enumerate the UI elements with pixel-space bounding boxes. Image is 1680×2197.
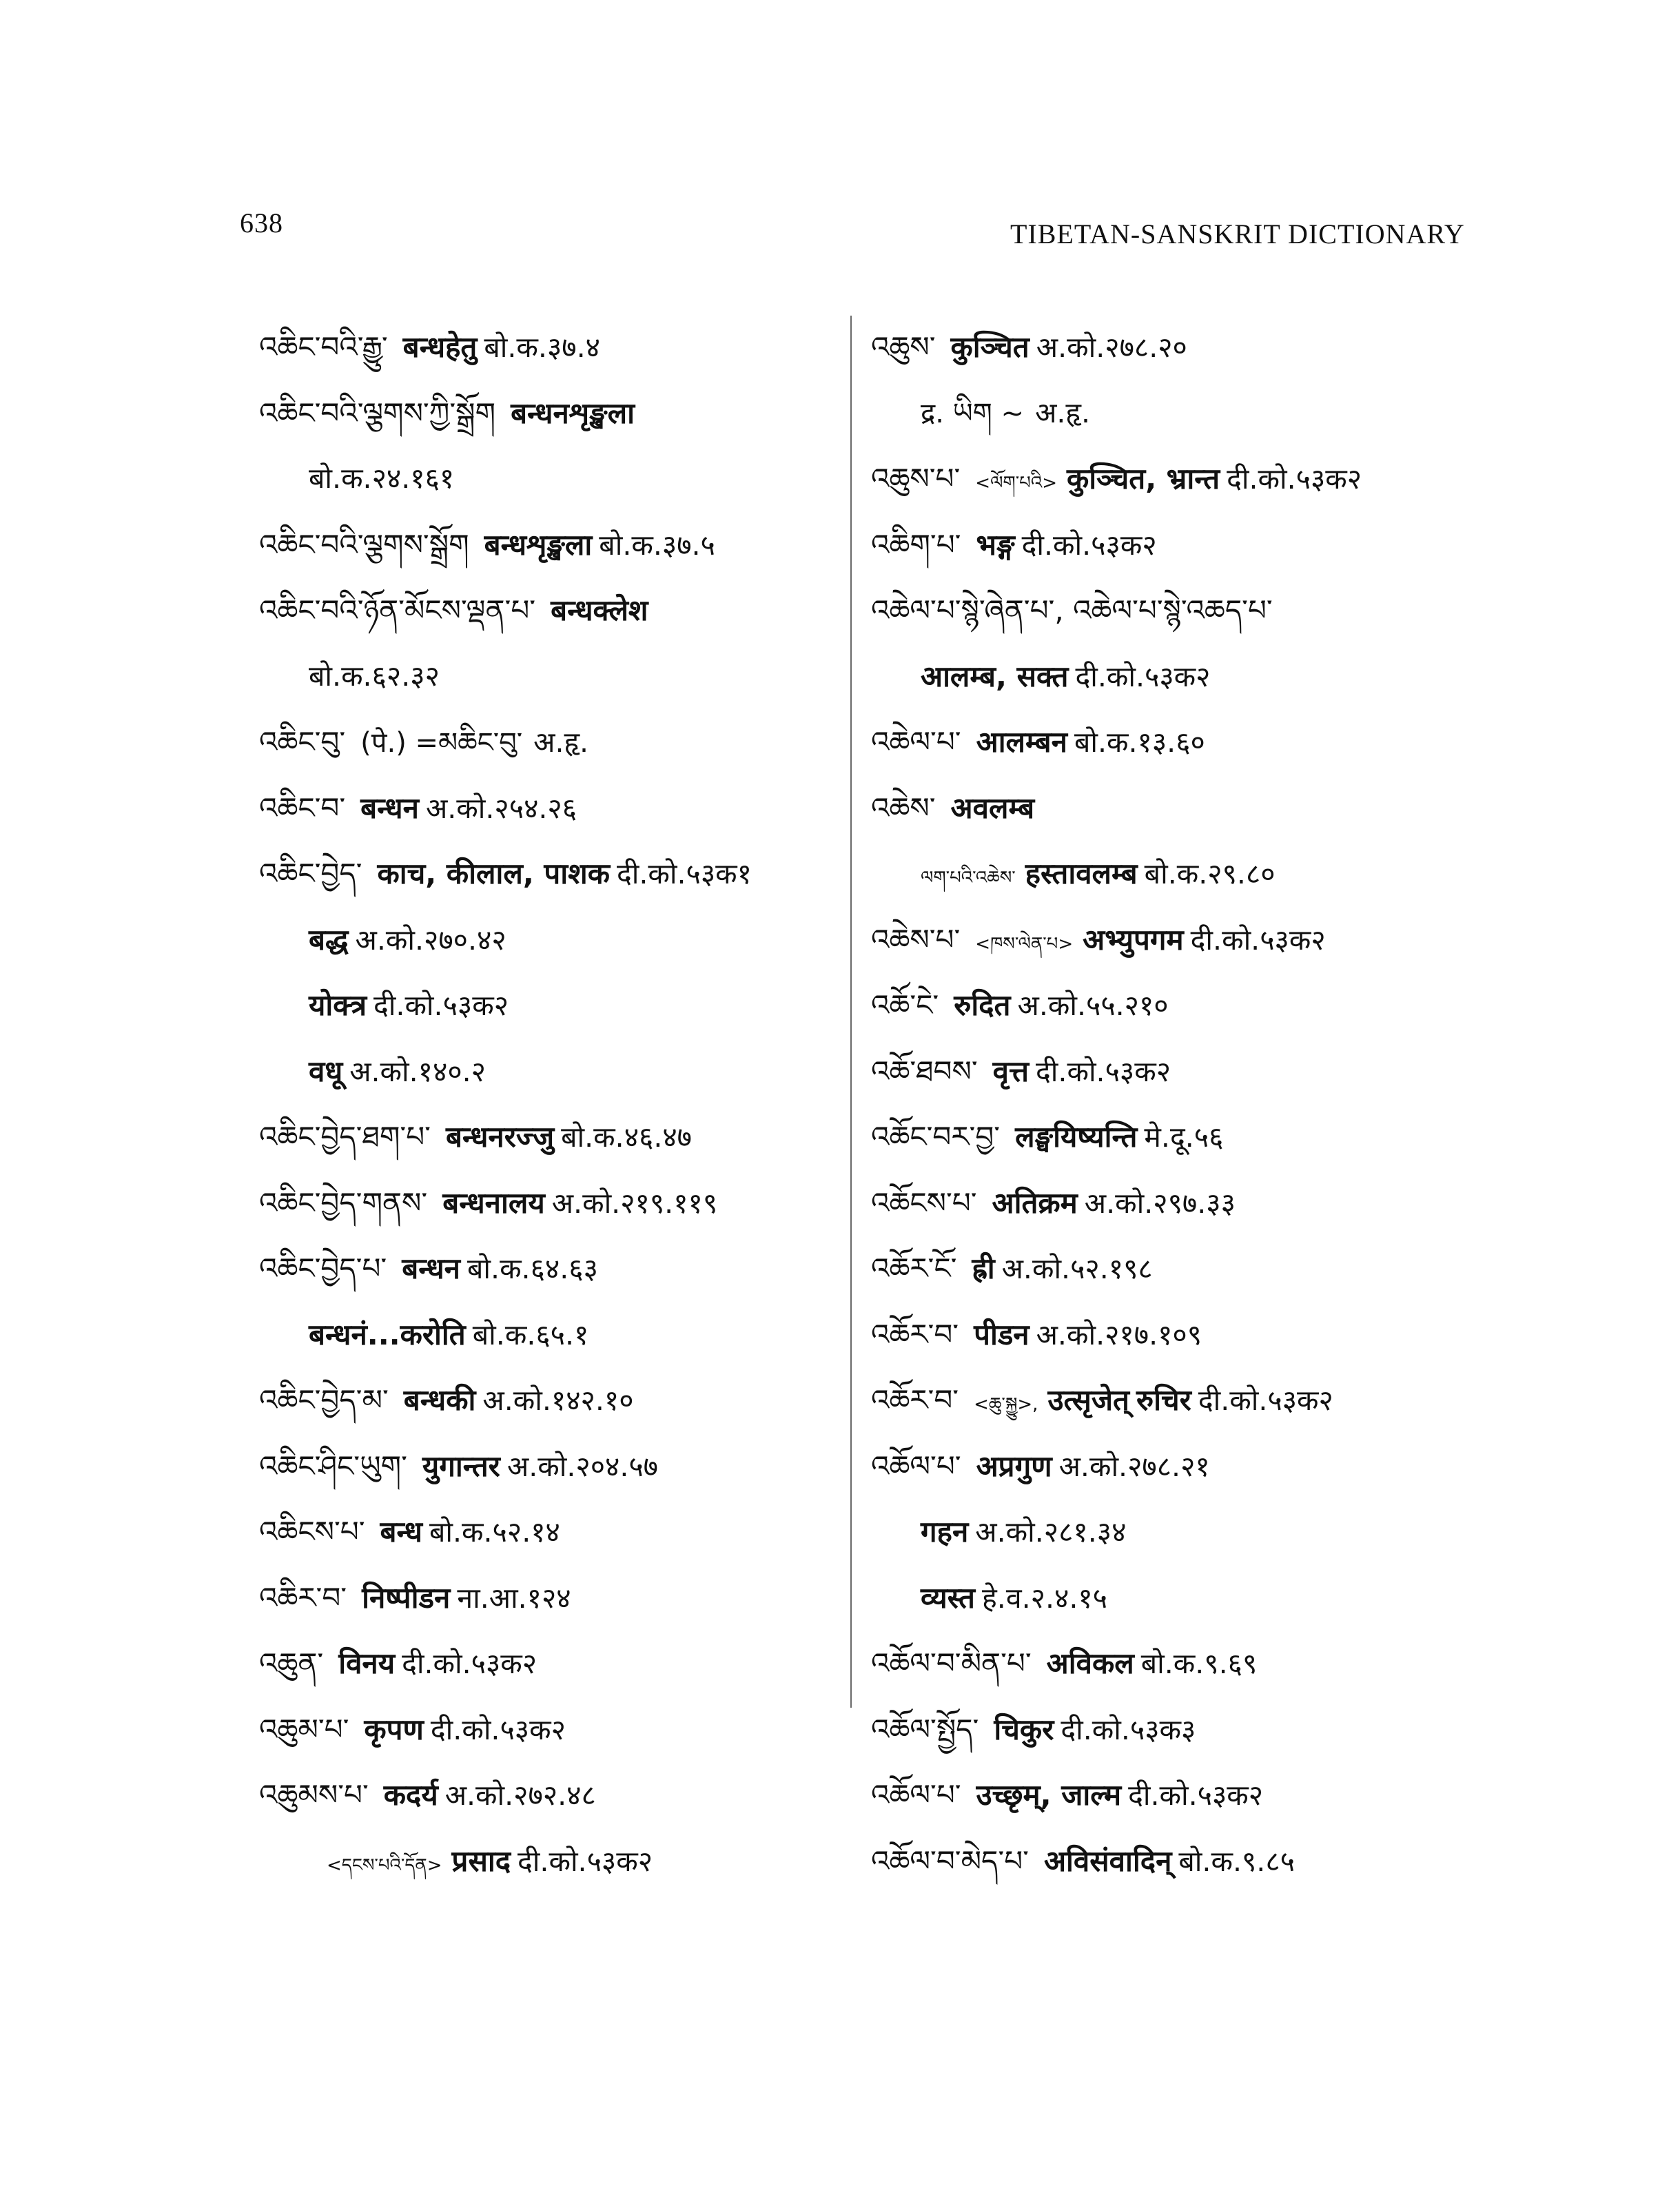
tibetan-headword: འཆོར་བ་ (871, 1383, 959, 1417)
sanskrit-equivalent: वृत्त (992, 1054, 1029, 1088)
sanskrit-equivalent: बन्धशृङ्खला (484, 527, 593, 562)
tibetan-gloss: ལག་པའི་འཆེས་ (921, 868, 1016, 888)
source-reference: दी.को.५३क२ (1075, 660, 1211, 693)
dictionary-entry (259, 1499, 845, 1565)
dictionary-entry (871, 446, 1464, 512)
sanskrit-equivalent: बद्ध (309, 922, 349, 957)
source-reference: अ.को.२८१.३४ (975, 1515, 1127, 1549)
sanskrit-equivalent: गहन (921, 1515, 969, 1549)
source-reference: अ.को.५५.२१० (1017, 989, 1169, 1022)
source-reference: दी.को.५३क१ (616, 857, 752, 890)
sanskrit-equivalent: बन्धक्लेश (551, 593, 648, 627)
dictionary-entry (259, 1631, 845, 1697)
tibetan-headword: འཆུས་པ་ (871, 462, 961, 495)
sanskrit-equivalent: रुचिर (1136, 1383, 1191, 1417)
source-reference: अ.को.२१७.१०९ (1036, 1318, 1202, 1351)
sanskrit-equivalent: बन्धन (402, 1251, 460, 1285)
source-reference: मे.दू.५६ (1144, 1121, 1224, 1154)
tibetan-headword: འཆིང་བའི་ལྕགས་ཀྱི་སྒྲོག (259, 396, 496, 430)
sanskrit-equivalent: हस्तावलम्ब (1025, 857, 1138, 890)
source-reference: बो.क.२४.१६१ (309, 462, 455, 495)
sanskrit-equivalent: आलम्बन (976, 725, 1067, 759)
source-reference: दी.को.५३क२ (1128, 1779, 1264, 1812)
dictionary-entry (259, 1762, 845, 1828)
source-reference: अ.हृ. (533, 726, 589, 759)
sanskrit-equivalent: विनय (338, 1646, 396, 1680)
dictionary-entry (259, 314, 845, 380)
dictionary-entry (259, 1170, 845, 1236)
source-reference: बो.क.६२.३२ (309, 659, 440, 693)
dictionary-entry (259, 1367, 845, 1433)
page-number: 638 (240, 207, 283, 238)
dictionary-entry (871, 1302, 1464, 1368)
dictionary-entry (259, 972, 845, 1039)
sanskrit-equivalent: उच्छृम्, जाल्म (976, 1778, 1122, 1812)
source-reference: अ.को.२५४.२६ (425, 791, 577, 825)
dictionary-entry (259, 775, 845, 841)
tibetan-headword: འཆེས་པ་ (871, 922, 961, 957)
dictionary-entry (259, 841, 845, 907)
tibetan-headword: འཆོལ་བ་མེད་པ་ (871, 1843, 1029, 1878)
sanskrit-equivalent: कदर्य (383, 1778, 438, 1812)
sanskrit-equivalent: युगान्तर (422, 1449, 500, 1483)
dictionary-entry (871, 1170, 1464, 1236)
dictionary-entry (259, 1697, 845, 1763)
source-reference: अ.को.२७०.४२ (355, 923, 506, 957)
column-divider (850, 316, 852, 1708)
tibetan-headword: འཆོངས་པ་ (871, 1185, 977, 1220)
dictionary-entry (259, 1302, 845, 1368)
tibetan-headword: འཆིང་བྱེད་པ་ (259, 1251, 387, 1285)
sanskrit-equivalent: आलम्ब, सक्त (921, 659, 1069, 693)
sanskrit-equivalent: अविसंवादिन् (1043, 1843, 1172, 1878)
sanskrit-equivalent: अविकल (1046, 1646, 1134, 1680)
tibetan-headword: འཆོལ་བ་མིན་པ་ (871, 1646, 1032, 1680)
dictionary-entry (871, 1697, 1464, 1763)
dictionary-entry (871, 578, 1464, 644)
tibetan-headword: འཆིང་བྱེད་མ་ (259, 1383, 389, 1417)
dictionary-entry (871, 1104, 1464, 1170)
source-reference: अ.हृ. (1035, 396, 1091, 429)
tibetan-headword: འཆེལ་པ་ (871, 725, 961, 759)
source-reference: अ.को.१४०.२ (349, 1054, 486, 1088)
sanskrit-equivalent: अप्रगुण (976, 1449, 1052, 1483)
left-column (259, 314, 845, 1894)
tibetan-headword: འཆེས་ (871, 790, 936, 825)
source-reference: दी.को.५३क२ (1227, 462, 1362, 495)
sanskrit-equivalent: अतिक्रम (992, 1185, 1078, 1220)
source-reference: हे.व.२.४.१५ (982, 1581, 1107, 1615)
tibetan-headword: འཆིངས་པ་ (259, 1515, 365, 1549)
sanskrit-equivalent: काच, कीलाल, पाशक (377, 857, 610, 890)
sanskrit-equivalent: लङ्घयिष्यन्ति (1015, 1120, 1138, 1154)
dictionary-entry (871, 644, 1464, 710)
tibetan-headword: འཆོལ་པ་ (871, 1449, 961, 1483)
dictionary-entry (259, 512, 845, 578)
dictionary-entry (259, 907, 845, 973)
source-reference: बो.क.४६.४७ (561, 1121, 693, 1154)
sanskrit-equivalent: बन्धहेतु (402, 330, 478, 364)
running-head: TIBETAN-SANSKRIT DICTIONARY (1010, 218, 1465, 249)
dictionary-entry (259, 446, 845, 512)
tibetan-gloss: <ཆུ་སྐྱུ>, (974, 1394, 1038, 1415)
sanskrit-equivalent: योक्त्र (309, 988, 367, 1022)
dictionary-entry (259, 1104, 845, 1170)
tibetan-headword: འཆོལ་པ་ (871, 1778, 961, 1812)
dictionary-entry (871, 1565, 1464, 1631)
tibetan-headword: འཆིང་བུ་ (259, 725, 346, 759)
source-reference: ना.आ.१२४ (457, 1581, 571, 1615)
source-reference: दी.को.५३क२ (1198, 1384, 1333, 1417)
source-reference: दी.को.५३क२ (373, 989, 509, 1022)
source-reference: बो.क.६५.१ (472, 1318, 589, 1351)
sanskrit-equivalent: उत्सृजेत् (1047, 1383, 1129, 1417)
sanskrit-equivalent: बन्धनरज्जु (445, 1120, 555, 1154)
dictionary-entry (871, 775, 1464, 841)
tibetan-headword: འཆུན་ (259, 1646, 324, 1680)
dictionary-entry (871, 314, 1464, 380)
dictionary-entry (871, 1367, 1464, 1433)
source-reference: अ.को.२९७.३३ (1084, 1186, 1236, 1220)
sanskrit-equivalent: निष्पीडन (362, 1580, 451, 1615)
sanskrit-equivalent: अभ्युपगम (1083, 922, 1184, 957)
sanskrit-equivalent: कुञ्चित, भ्रान्त (1067, 462, 1220, 495)
source-reference: दी.को.५३क२ (1021, 528, 1157, 562)
dictionary-entry (259, 578, 845, 644)
source-reference: बो.क.१३.६० (1074, 726, 1205, 759)
source-reference: दी.को.५३क२ (430, 1713, 566, 1746)
sanskrit-equivalent: बन्धनशृङ्खला (511, 396, 635, 430)
tibetan-headword: འཆིང་ཤིང་ཡུག་ (259, 1449, 407, 1483)
source-reference: अ.को.२०४.५७ (506, 1449, 659, 1483)
dictionary-entry (871, 1039, 1464, 1105)
source-reference: बो.क.६४.६३ (467, 1252, 598, 1285)
sanskrit-equivalent: वधू (309, 1054, 343, 1088)
sanskrit-equivalent: बन्ध (380, 1515, 422, 1549)
tibetan-gloss: <དངས་པའི་དོན> (327, 1854, 442, 1876)
sanskrit-equivalent: कुञ्चित (950, 330, 1029, 364)
sanskrit-equivalent: अवलम्ब (950, 790, 1035, 825)
source-reference: बो.क.९.८५ (1178, 1844, 1295, 1878)
dictionary-entry (871, 907, 1464, 973)
dictionary-entry (871, 380, 1464, 447)
sanskrit-equivalent: बन्धनालय (442, 1185, 545, 1220)
dictionary-entry (871, 1236, 1464, 1302)
sanskrit-equivalent: ह्री (972, 1251, 995, 1285)
dictionary-entry (871, 1433, 1464, 1500)
tibetan-headword: འཆིར་བ་ (259, 1580, 347, 1615)
tibetan-headword: འཆིག་པ་ (871, 527, 961, 562)
source-reference: दी.को.५३क२ (402, 1647, 537, 1680)
dictionary-entry (871, 1631, 1464, 1697)
source-reference: बो.क.३७.५ (599, 528, 715, 562)
sanskrit-equivalent: बन्धकी (403, 1383, 476, 1417)
dictionary-entry (871, 1828, 1464, 1894)
sanskrit-equivalent: बन्धनं...करोति (309, 1317, 466, 1351)
source-reference: अ.को.२१९.११९ (551, 1186, 718, 1220)
source-reference: अ.को.२७२.४८ (444, 1779, 596, 1812)
source-reference: बो.क.२९.८० (1144, 857, 1276, 890)
tibetan-headword: འཆིང་བའི་རྒྱུ་ (259, 330, 388, 364)
right-column (871, 314, 1464, 1894)
tibetan-headword: འཆེལ་པ་སྙེ་ཞེན་པ་, འཆེལ་པ་སྙེ་འཆད་པ་ (871, 593, 1273, 627)
source-reference: अ.को.१४२.१० (482, 1384, 634, 1417)
dictionary-entry (259, 1828, 845, 1894)
dictionary-entry (259, 380, 845, 447)
tibetan-headword: འཆིང་བའི་ལྕགས་སྒྲོག (259, 527, 469, 562)
source-reference: बो.क.५२.१४ (429, 1515, 560, 1549)
tibetan-gloss: <ལོག་པའི> (975, 473, 1058, 493)
sanskrit-equivalent: चिकुर (994, 1712, 1054, 1746)
dictionary-entry (259, 1236, 845, 1302)
source-reference: दी.को.५३क२ (518, 1844, 653, 1878)
tibetan-headword: འཆུམས་པ་ (259, 1778, 369, 1812)
tibetan-headword: འཆིང་བྱེད་ཐག་པ་ (259, 1120, 431, 1154)
source-reference: दी.को.५३क३ (1061, 1713, 1196, 1746)
source-reference: बो.क.३७.४ (484, 331, 600, 364)
source-reference: अ.को.२७८.२० (1036, 331, 1187, 364)
entry-note: (पे.) =མཆིང་བུ་ (360, 727, 523, 759)
sanskrit-equivalent: प्रसाद (451, 1843, 511, 1878)
sanskrit-equivalent: रुदित (954, 988, 1011, 1022)
tibetan-headword: འཆོར་ངོ་ (871, 1251, 957, 1285)
sanskrit-equivalent: पीडन (974, 1317, 1029, 1351)
source-reference: दी.को.५३क२ (1190, 923, 1326, 957)
source-reference: बो.क.९.६९ (1140, 1647, 1258, 1680)
tibetan-headword: འཆོང་བར་བྱ་ (871, 1120, 1001, 1154)
tibetan-gloss: <ཁས་ལེན་པ> (975, 933, 1074, 954)
sanskrit-equivalent: व्यस्त (921, 1580, 976, 1615)
entry-note: द्र. ཡིག ~ (921, 397, 1025, 429)
tibetan-headword: འཆོ་ཐབས་ (871, 1054, 978, 1088)
tibetan-headword: འཆོ་ངེ་ (871, 988, 939, 1022)
tibetan-headword: འཆུས་ (871, 330, 936, 364)
sanskrit-equivalent: भङ्ग (976, 527, 1015, 562)
source-reference: अ.को.२७८.२१ (1058, 1449, 1210, 1483)
dictionary-entry (259, 709, 845, 775)
tibetan-headword: འཆིང་བྱེད་ (259, 857, 362, 890)
tibetan-headword: འཆོལ་སྤྱོད་ (871, 1712, 979, 1746)
tibetan-headword: འཆིང་བའི་ཉོན་མོངས་ལྡན་པ་ (259, 593, 536, 627)
dictionary-entry (871, 709, 1464, 775)
tibetan-headword: འཆིང་བ་ (259, 790, 346, 825)
dictionary-entry (259, 1565, 845, 1631)
dictionary-entry (871, 1499, 1464, 1565)
tibetan-headword: འཆུམ་པ་ (259, 1712, 349, 1746)
source-reference: दी.को.५३क२ (1036, 1054, 1171, 1088)
dictionary-entry (871, 1762, 1464, 1828)
sanskrit-equivalent: बन्धन (360, 790, 419, 825)
sanskrit-equivalent: कृपण (364, 1712, 424, 1746)
tibetan-headword: འཆོར་བ་ (871, 1317, 959, 1351)
tibetan-headword: འཆིང་བྱེད་གནས་ (259, 1185, 428, 1220)
dictionary-entry (871, 972, 1464, 1039)
dictionary-entry (259, 1433, 845, 1500)
dictionary-entry (259, 644, 845, 710)
source-reference: अ.को.५२.१९८ (1001, 1252, 1153, 1285)
dictionary-entry (259, 1039, 845, 1105)
dictionary-entry (871, 841, 1464, 907)
dictionary-entry (871, 512, 1464, 578)
